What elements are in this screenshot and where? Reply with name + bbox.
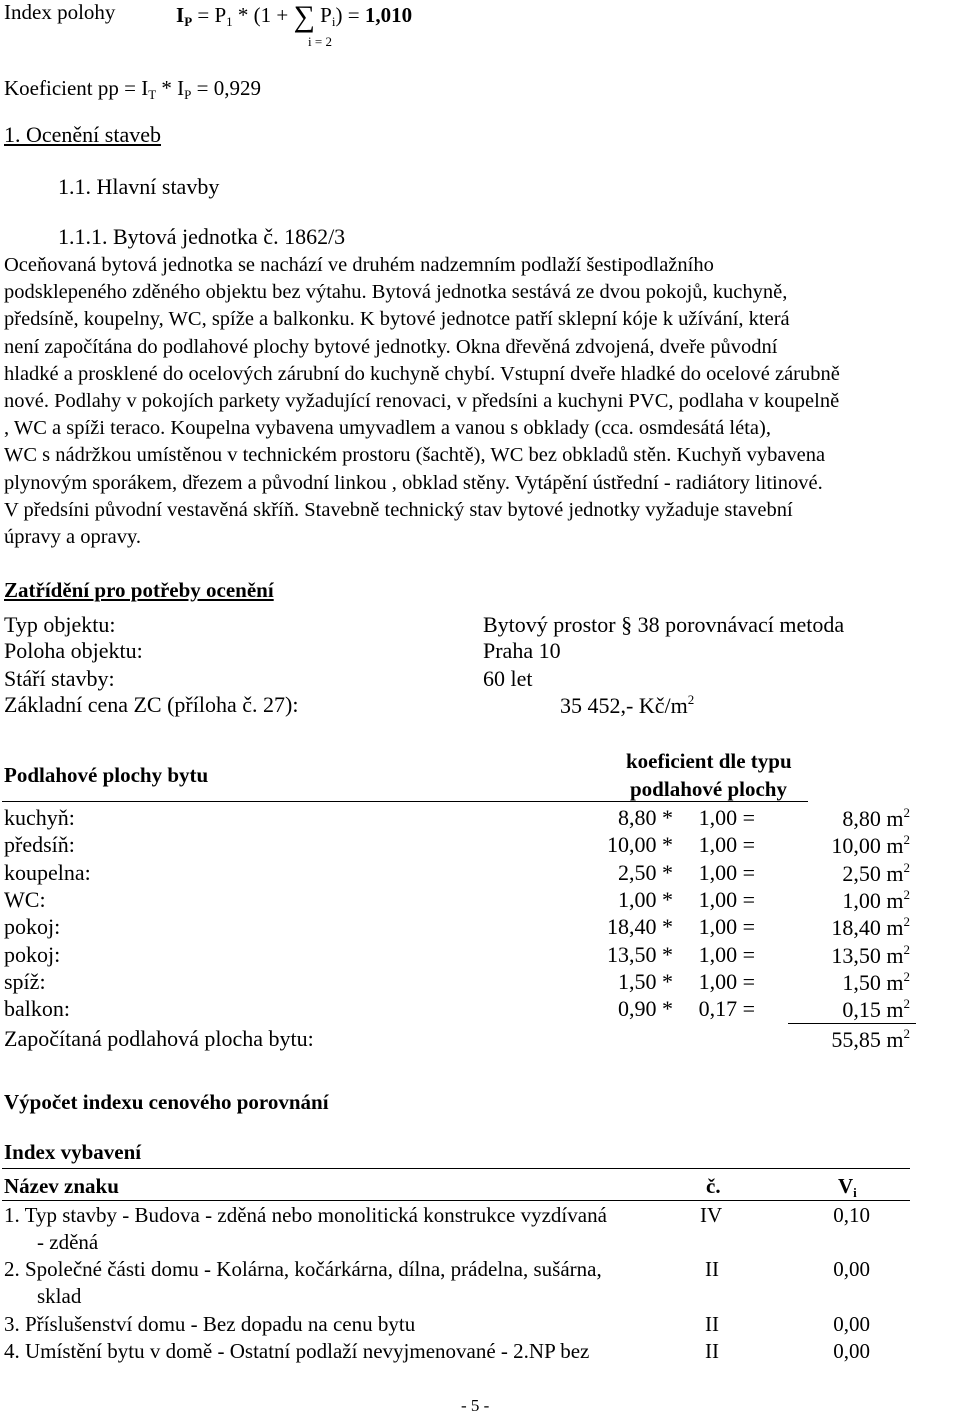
- floor-row-result: 2,50 $m^2$: [842, 860, 910, 886]
- description-line: není započítána do podlahové plochy bytové jednotky. Okna dřevěná zdvojená, dveře původní: [4, 335, 778, 358]
- index-row-v: 0,10: [833, 1203, 870, 1227]
- ip-result: 1,010: [364, 3, 413, 27]
- floor-row-area: 2,50 *: [618, 860, 673, 885]
- index-row-no: II: [705, 1312, 719, 1336]
- floor-row-result: 18,40 $m^2$: [831, 914, 910, 940]
- koef-result: = 0,929: [191, 76, 261, 100]
- floor-row-label: kuchyň:: [4, 805, 75, 830]
- col-nazev-znaku: Název znaku: [4, 1174, 119, 1198]
- floor-row-result: 0,15 $m^2$: [842, 996, 910, 1022]
- floor-row-area: 18,40 *: [607, 914, 673, 939]
- ip-p1: = P: [192, 3, 227, 27]
- floor-row-coef: 1,00 =: [698, 832, 755, 857]
- zatrideni-label: Stáří stavby:: [4, 666, 115, 691]
- index-row-v: 0,00: [833, 1312, 870, 1336]
- zatrideni-label: Typ objektu:: [4, 612, 116, 637]
- index-divider-top: [2, 1168, 910, 1169]
- floor-row-area: 1,00 *: [618, 887, 673, 912]
- floor-row-label: WC:: [4, 887, 46, 912]
- heading-hlavni-stavby: 1.1. Hlavní stavby: [58, 174, 220, 199]
- heading-oceneni-staveb: 1. Ocenění staveb: [4, 122, 161, 147]
- zakladni-cena-label: Základní cena ZC (příloha č. 27):: [4, 692, 299, 717]
- floor-row-area: 0,90 *: [618, 996, 673, 1021]
- zatrideni-value: 60 let: [483, 666, 533, 691]
- total-area-value: 55,85 $m^2$: [831, 1026, 910, 1052]
- ip-p1-subscript: 1: [226, 14, 233, 29]
- floor-row-coef: 1,00 =: [698, 887, 755, 912]
- koeficient-pp: [4, 76, 261, 103]
- floor-row-coef: 1,00 =: [698, 942, 755, 967]
- floor-row-result: 1,50 $m^2$: [842, 969, 910, 995]
- description-line: plynovým sporákem, dřezem a původní linkou , obklad stěny. Vytápění ústřední - radiátory litinové.: [4, 471, 823, 494]
- floor-row-label: koupelna:: [4, 860, 91, 885]
- description-line: předsíně, koupelny, WC, spíže a balkonku. K bytové jednotce patří sklepní kóje k užívání, která: [4, 308, 790, 331]
- koef-t-subscript: T: [148, 87, 157, 102]
- index-polohy-label: Index polohy: [4, 0, 116, 24]
- zatrideni-label: Poloha objektu:: [4, 638, 143, 663]
- zatrideni-heading: Zatřídění pro potřeby ocenění: [4, 578, 274, 602]
- floor-row-label: spíž:: [4, 969, 46, 994]
- floor-row-area: 8,80 *: [618, 805, 673, 830]
- total-area-label: Započítaná podlahová plocha bytu:: [4, 1026, 314, 1051]
- index-heading: Výpočet indexu cenového porovnání: [4, 1090, 329, 1114]
- ip-pi-subscript: i: [331, 14, 336, 29]
- index-row-name: 3. Příslušenství domu - Bez dopadu na cenu bytu: [4, 1312, 416, 1336]
- floor-row-result: 8,80 $m^2$: [842, 805, 910, 831]
- description-paragraph: [4, 252, 956, 551]
- index-row-name-cont: - zděná: [37, 1230, 99, 1254]
- floor-row-coef: 1,00 =: [698, 969, 755, 994]
- description-line: Oceňovaná bytová jednotka se nachází ve druhém nadzemním podlaží šestipodlažního: [4, 254, 714, 276]
- floor-row-coef: 1,00 =: [698, 805, 755, 830]
- zc-value-text: 35 452,- Kč/m: [560, 693, 688, 718]
- index-row-no: IV: [700, 1203, 723, 1227]
- sum-index: i = 2: [308, 34, 332, 49]
- zatrideni-value: Bytový prostor § 38 porovnávací metoda: [483, 612, 845, 637]
- description-line: V předsíni původní vestavěná skříň. Stavebně technický stav bytové jednotky vyžaduje stavební: [4, 498, 793, 521]
- heading-bytova-jednotka: 1.1.1. Bytová jednotka č. 1862/3: [58, 224, 346, 249]
- koef-label: Koeficient pp = I: [4, 76, 149, 100]
- floor-row-coef: 1,00 =: [698, 914, 755, 939]
- index-row-no: II: [705, 1339, 719, 1363]
- description-line: podsklepeného zděného objektu bez výtahu. Bytová jednotka sestává ze dvou pokojů, kuchyně,: [4, 281, 788, 304]
- coef-heading-1: koeficient dle typu: [626, 749, 792, 773]
- floor-row-result: 1,00 $m^2$: [842, 887, 910, 913]
- col-vi: $V_i$: [838, 1174, 857, 1200]
- page-number: - 5 -: [461, 1396, 490, 1415]
- zatrideni-value: Praha 10: [483, 638, 561, 663]
- description-line: úpravy a opravy.: [4, 526, 141, 549]
- index-divider-header: [2, 1200, 910, 1201]
- ip-pi: P: [314, 3, 332, 27]
- sum-icon: ∑: [293, 0, 315, 33]
- floor-row-area: 13,50 *: [607, 942, 673, 967]
- index-row-v: 0,00: [833, 1257, 870, 1281]
- floor-row-label: pokoj:: [4, 914, 61, 939]
- zc-superscript: 2: [687, 692, 695, 707]
- index-row-name: 2. Společné části domu - Kolárna, kočárkárna, dílna, prádelna, sušárna,: [4, 1257, 602, 1281]
- ip-symbol: I: [176, 3, 185, 27]
- coef-heading-2: podlahové plochy: [630, 777, 787, 801]
- floor-row-label: předsíň:: [4, 832, 75, 857]
- index-vybaveni-heading: Index vybavení: [4, 1140, 142, 1164]
- floor-row-label: balkon:: [4, 996, 70, 1021]
- floor-row-area: 1,50 *: [618, 969, 673, 994]
- col-cislo: č.: [706, 1174, 721, 1198]
- ip-open: * (1 +: [232, 3, 294, 27]
- description-line: , WC a spíži teraco. Koupelna vybavena umyvadlem a vanou s obklady (cca. osmdesátá léta),: [4, 417, 771, 440]
- total-divider: [788, 1023, 916, 1024]
- floor-row-result: 13,50 $m^2$: [831, 942, 910, 968]
- floor-row-area: 10,00 *: [607, 832, 673, 857]
- podlahove-plochy-heading: Podlahové plochy bytu: [4, 763, 209, 787]
- index-row-v: 0,00: [833, 1339, 870, 1363]
- index-row-name: 4. Umístění bytu v domě - Ostatní podlaží nevyjmenované - 2.NP bez: [4, 1339, 590, 1363]
- floor-row-label: pokoj:: [4, 942, 61, 967]
- description-line: hladké a prosklené do ocelových zárubní do kuchyně chybí. Vstupní dveře hladké do ocelové zárubně: [4, 362, 840, 385]
- index-row-no: II: [705, 1257, 719, 1281]
- floor-row-result: 10,00 $m^2$: [831, 832, 910, 858]
- index-row-name: 1. Typ stavby - Budova - zděná nebo monolitická konstrukce vyzdívaná: [4, 1203, 607, 1227]
- koef-p-subscript: P: [184, 87, 192, 102]
- description-line: WC s nádržkou umístěnou v technickém prostoru (šachtě), WC bez obkladů stěn. Kuchyň vybavena: [4, 444, 826, 467]
- description-line: nové. Podlahy v pokojích parkety vyžadující renovaci, v předsíni a kuchyni PVC, podlaha v koupelně: [4, 390, 840, 413]
- koef-mid: * I: [156, 76, 185, 100]
- index-polohy-formula: $I_P = P_1 * (1$ + ∑ $P_i) = 1,010$: [176, 0, 413, 33]
- ip-subscript: P: [184, 14, 193, 29]
- floor-row-coef: 1,00 =: [698, 860, 755, 885]
- floor-row-coef: 0,17 =: [698, 996, 755, 1021]
- header-divider: [2, 801, 808, 802]
- zakladni-cena-value: [560, 692, 694, 719]
- index-row-name-cont: sklad: [37, 1284, 82, 1308]
